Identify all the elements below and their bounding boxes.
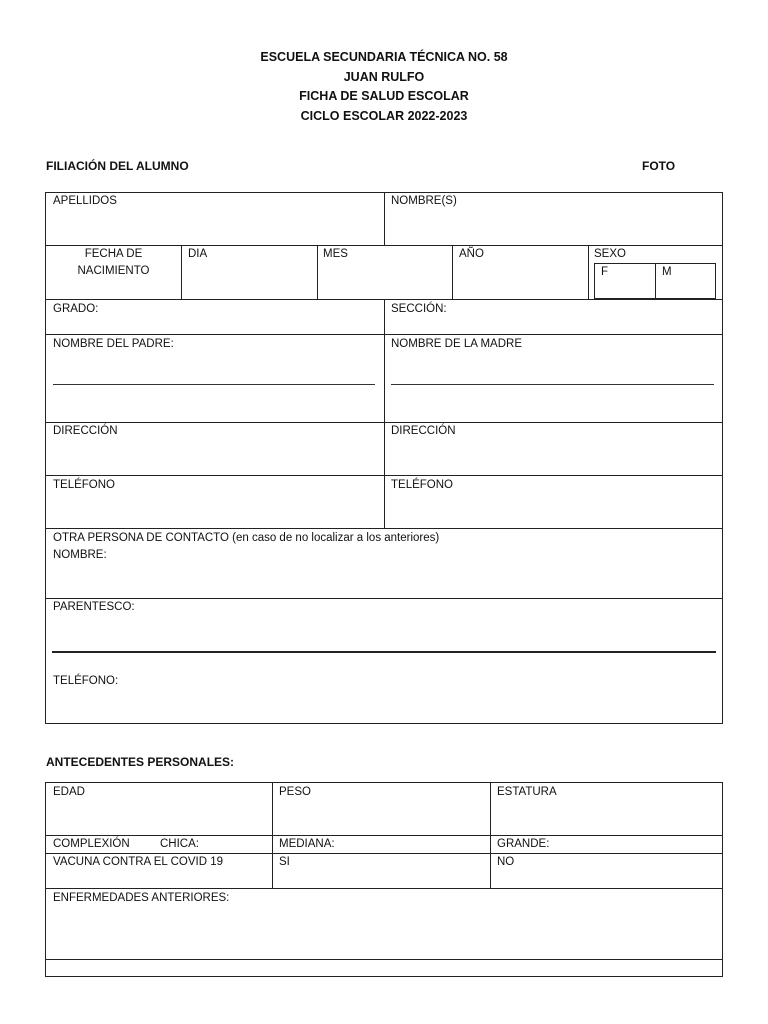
school-name: ESCUELA SECUNDARIA TÉCNICA NO. 58 (260, 50, 508, 64)
other-contact-name-label: NOMBRE: (53, 549, 107, 561)
other-contact-label: OTRA PERSONA DE CONTACTO (en caso de no localizar a los anteriores) (53, 532, 440, 544)
father-name-label: NOMBRE DEL PADRE: (53, 338, 174, 350)
form-title: FICHA DE SALUD ESCOLAR (299, 89, 469, 103)
mother-name-label: NOMBRE DE LA MADRE (391, 338, 522, 350)
personal-history-table (45, 782, 723, 977)
sex-female-option[interactable]: F (601, 266, 609, 278)
month-label: MES (323, 248, 348, 260)
previous-illnesses-label: ENFERMEDADES ANTERIORES: (53, 892, 230, 904)
school-subtitle: JUAN RULFO (343, 69, 425, 84)
year-label: AÑO (459, 248, 484, 260)
covid-vaccine-label: VACUNA CONTRA EL COVID 19 (53, 856, 223, 868)
relationship-line[interactable] (52, 651, 716, 653)
age-label: EDAD (53, 786, 85, 798)
relationship-label: PARENTESCO: (53, 601, 135, 613)
build-large-label: GRANDE: (497, 838, 550, 850)
mother-address-label: DIRECCIÓN (391, 425, 456, 437)
weight-label: PESO (279, 786, 311, 798)
sex-male-option[interactable]: M (662, 266, 672, 278)
birth-date-label: FECHA DE NACIMIENTO (77, 248, 150, 277)
other-contact-phone-label: TELÉFONO: (53, 675, 119, 687)
mother-name-line[interactable] (391, 384, 714, 385)
section-title-filiacion: FILIACIÓN DEL ALUMNO (46, 159, 189, 173)
sex-label: SEXO (594, 248, 626, 260)
mother-phone-label: TELÉFONO (391, 479, 453, 491)
grade-label: GRADO: (53, 303, 99, 315)
day-label: DIA (188, 248, 208, 260)
school-cycle: CICLO ESCOLAR 2022-2023 (300, 108, 468, 123)
father-address-label: DIRECCIÓN (53, 425, 118, 437)
build-medium-label: MEDIANA: (279, 838, 335, 850)
vaccine-yes-option[interactable]: SI (279, 856, 290, 868)
father-name-line[interactable] (53, 384, 375, 385)
build-small-label: CHICA: (160, 838, 199, 850)
father-phone-label: TELÉFONO (53, 479, 115, 491)
vaccine-no-option[interactable]: NO (497, 856, 515, 868)
photo-label: FOTO (642, 159, 676, 173)
build-label: COMPLEXIÓN (53, 838, 130, 850)
form-header (0, 48, 768, 126)
given-names-label: NOMBRE(S) (391, 195, 457, 207)
section-title-antecedentes: ANTECEDENTES PERSONALES: (46, 755, 235, 769)
height-label: ESTATURA (497, 786, 557, 798)
surname-label: APELLIDOS (53, 195, 117, 207)
section-label: SECCIÓN: (391, 303, 447, 315)
